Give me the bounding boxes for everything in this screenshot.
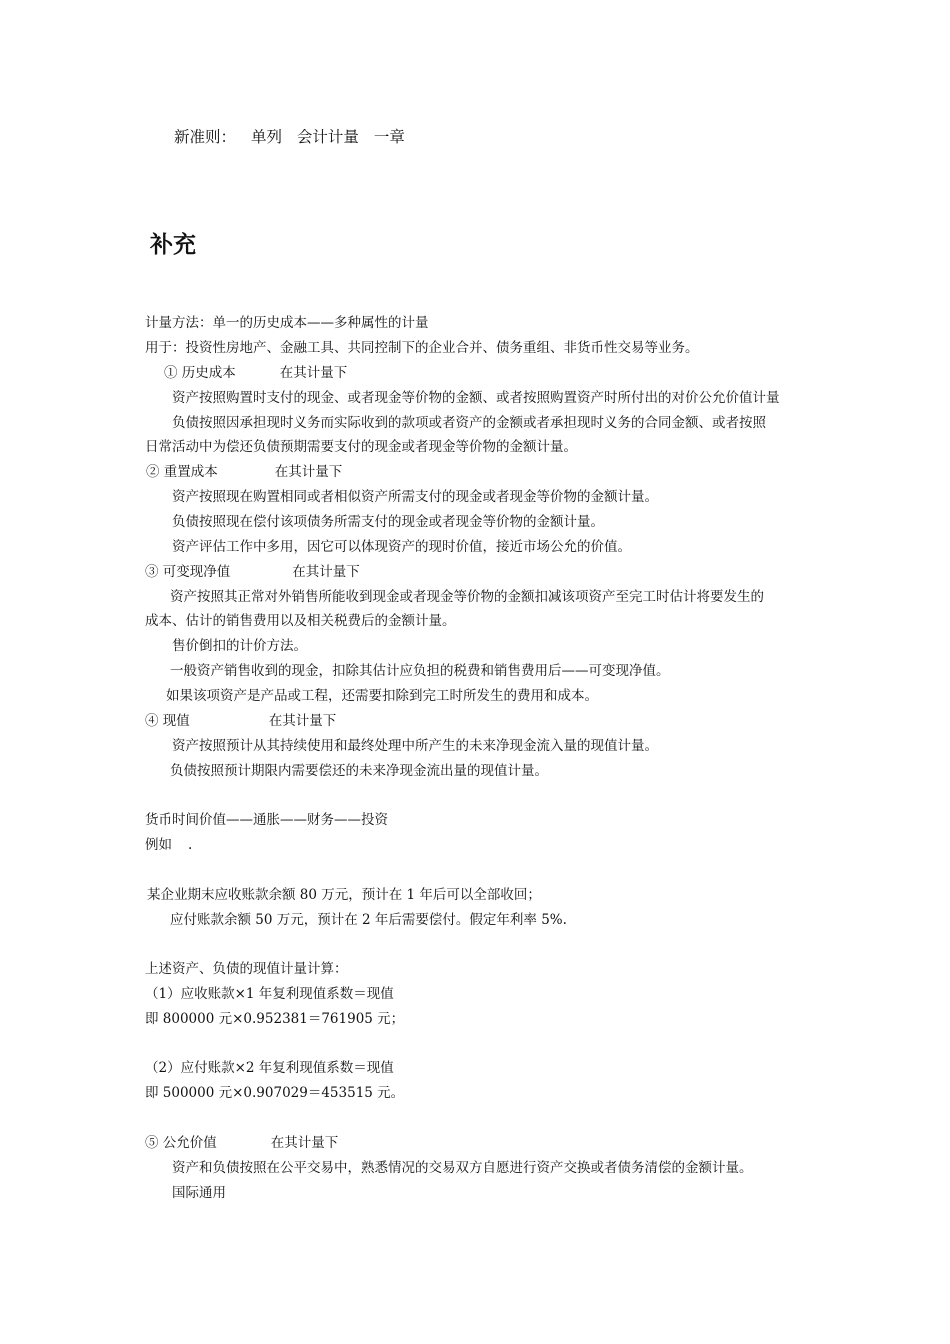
page-title: 补充 (150, 232, 196, 258)
example-line (145, 836, 192, 854)
fair-value-heading (145, 1134, 338, 1152)
historical-label: ① 历史成本 (164, 365, 236, 381)
header-part-3: 一章 (373, 128, 405, 146)
example-dot: . (188, 837, 193, 853)
fair-value-desc: 资产和负债按照在公平交易中，熟悉情况的交易双方自愿进行资产交换或者债务清偿的金额计量。 (172, 1160, 753, 1176)
present-value-asset: 资产按照预计从其持续使用和最终处理中所产生的未来净现金流入量的现值计量。 (172, 738, 658, 754)
net-realizable-note-2: 一般资产销售收到的现金，扣除其估计应负担的税费和销售费用后——可变现净值。 (170, 663, 670, 679)
calc-1-formula: （1）应收账款×1 年复利现值系数＝现值 (145, 986, 394, 1002)
calc-1-result: 即 800000 元×0.952381＝761905 元； (145, 1011, 405, 1027)
calc-intro: 上述资产、负债的现值计量计算： (145, 961, 348, 977)
intro-method: 计量方法：单一的历史成本——多种属性的计量 (145, 315, 429, 331)
time-value-chain: 货币时间价值——通胀——财务——投资 (145, 812, 388, 828)
header-line (174, 127, 415, 147)
net-realizable-asset-2: 成本、估计的销售费用以及相关税费后的金额计量。 (145, 613, 456, 629)
replacement-liability: 负债按照现在偿付该项债务所需支付的现金或者现金等价物的金额计量。 (172, 514, 604, 530)
fair-value-label: ⑤ 公允价值 (145, 1135, 217, 1151)
replacement-label: ② 重置成本 (146, 464, 218, 480)
present-value-heading (145, 712, 336, 730)
fair-value-tag: 在其计量下 (270, 1135, 339, 1151)
net-realizable-tag: 在其计量下 (292, 564, 360, 580)
net-realizable-label: ③ 可变现净值 (145, 564, 231, 580)
net-realizable-heading (145, 563, 360, 581)
replacement-tag: 在其计量下 (274, 464, 343, 480)
present-value-liability: 负债按照预计期限内需要偿还的未来净现金流出量的现值计量。 (170, 763, 548, 779)
header-part-1: 单列 (250, 128, 282, 146)
replacement-asset: 资产按照现在购置相同或者相似资产所需支付的现金或者现金等价物的金额计量。 (172, 489, 658, 505)
historical-asset: 资产按照购置时支付的现金、或者现金等价物的金额、或者按照购置资产时所付出的对价公允价值计量 (172, 390, 780, 406)
fair-value-note: 国际通用 (172, 1185, 226, 1201)
header-part-2: 会计计量 (296, 128, 359, 146)
calc-2-result: 即 500000 元×0.907029＝453515 元。 (145, 1085, 405, 1101)
present-value-tag: 在其计量下 (268, 713, 337, 729)
net-realizable-note-3: 如果该项资产是产品或工程，还需要扣除到完工时所发生的费用和成本。 (166, 688, 598, 704)
historical-heading (164, 364, 347, 382)
historical-liability-2: 日常活动中为偿还负债预期需要支付的现金或者现金等价物的金额计量。 (145, 439, 577, 455)
replacement-heading (146, 463, 342, 481)
header-prefix: 新准则： (174, 128, 237, 146)
historical-tag: 在其计量下 (279, 365, 348, 381)
historical-liability-1: 负债按照因承担现时义务而实际收到的款项或者资产的金额或者承担现时义务的合同金额、或者按照 (172, 415, 766, 431)
replacement-note: 资产评估工作中多用，因它可以体现资产的现时价值，接近市场公允的价值。 (172, 539, 631, 555)
net-realizable-asset-1: 资产按照其正常对外销售所能收到现金或者现金等价物的金额扣减该项资产至完工时估计将要发生的 (170, 589, 764, 605)
net-realizable-note-1: 售价倒扣的计价方法。 (172, 638, 307, 654)
example-1: 某企业期末应收账款余额 80 万元，预计在 1 年后可以全部收回； (147, 887, 541, 903)
example-2: 应付账款余额 50 万元，预计在 2 年后需要偿付。假定年利率 5%. (170, 912, 567, 928)
example-label: 例如 (145, 837, 172, 853)
present-value-label: ④ 现值 (145, 713, 190, 729)
intro-usage: 用于：投资性房地产、金融工具、共同控制下的企业合并、债务重组、非货币性交易等业务。 (145, 340, 699, 356)
calc-2-formula: （2）应付账款×2 年复利现值系数＝现值 (145, 1060, 394, 1076)
